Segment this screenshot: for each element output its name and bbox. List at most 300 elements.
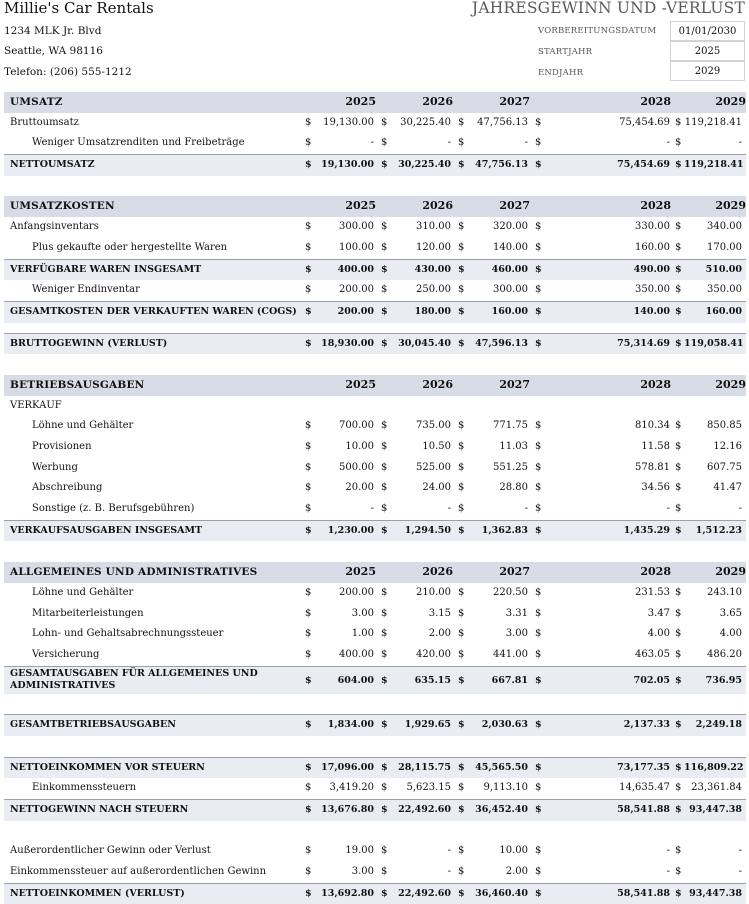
total-row-nettogewinn-nach-steuern <box>4 799 746 821</box>
currency-symbol: $ <box>675 337 682 349</box>
currency-symbol: $ <box>675 263 682 275</box>
cell-value[interactable]: 120.00 <box>416 241 451 253</box>
cell-value[interactable]: 300.00 <box>493 284 528 296</box>
cell-value[interactable]: - <box>447 503 451 515</box>
table-row <box>4 645 746 666</box>
prep-date-field[interactable]: 01/01/2030 <box>670 21 745 41</box>
cell-value[interactable]: 231.53 <box>635 586 670 598</box>
currency-symbol: $ <box>381 524 388 536</box>
table-row <box>4 416 746 437</box>
currency-symbol: $ <box>381 482 388 494</box>
start-year-label: STARTJAHR <box>538 47 593 57</box>
phone-number: Telefon: (206) 555-1212 <box>4 66 132 78</box>
cell-value[interactable]: 9,113.10 <box>483 782 528 794</box>
cell-value[interactable]: 200.00 <box>339 284 374 296</box>
total-row-gesamtkosten-der-verkauften-waren-cogs <box>4 301 746 323</box>
currency-symbol: $ <box>535 305 542 317</box>
cell-value[interactable]: 2.00 <box>505 866 528 878</box>
currency-symbol: $ <box>675 221 682 233</box>
currency-symbol: $ <box>535 782 542 794</box>
cell-value[interactable]: 30,045.40 <box>398 337 451 349</box>
cell-value[interactable]: 12.16 <box>713 441 742 452</box>
cell-value[interactable]: 47,756.13 <box>475 159 528 171</box>
cell-value[interactable]: 500.00 <box>339 461 374 473</box>
cell-value[interactable]: 58,541.88 <box>617 804 670 815</box>
cell-value[interactable]: 735.00 <box>416 420 451 432</box>
currency-symbol: $ <box>675 441 682 452</box>
cell-value[interactable]: 510.00 <box>705 263 742 275</box>
cell-value[interactable]: 36,460.40 <box>475 887 528 899</box>
cell-value[interactable]: 3.00 <box>505 628 528 640</box>
currency-symbol: $ <box>675 719 682 731</box>
row-label: ALLGEMEINES UND ADMINISTRATIVES <box>10 566 258 579</box>
cell-value[interactable]: 3.47 <box>647 607 670 619</box>
row-label: Mitarbeiterleistungen <box>32 607 144 619</box>
currency-symbol: $ <box>675 845 682 857</box>
currency-symbol: $ <box>381 628 388 640</box>
cell-value[interactable]: 30,225.40 <box>400 116 451 128</box>
currency-symbol: $ <box>381 607 388 619</box>
row-label: NETTOGEWINN NACH STEUERN <box>10 804 189 815</box>
cell-value[interactable]: 350.00 <box>635 284 670 296</box>
row-label: VERFÜGBARE WAREN INSGESAMT <box>10 263 202 275</box>
cell-value[interactable]: 460.00 <box>491 263 528 275</box>
currency-symbol: $ <box>675 648 682 660</box>
cell-value[interactable]: 116,809.22 <box>684 761 744 773</box>
cell-value[interactable]: 578.81 <box>635 461 670 473</box>
address-line-2: Seattle, WA 98116 <box>4 45 103 57</box>
start-year-field[interactable]: 2025 <box>670 41 745 61</box>
cell-value[interactable]: 170.00 <box>707 241 742 253</box>
cell-value[interactable]: 4.00 <box>647 628 670 640</box>
currency-symbol: $ <box>458 887 465 899</box>
currency-symbol: $ <box>535 420 542 432</box>
currency-symbol: $ <box>675 782 682 794</box>
currency-symbol: $ <box>675 866 682 878</box>
currency-symbol: $ <box>305 607 312 619</box>
currency-symbol: $ <box>381 845 388 857</box>
currency-symbol: $ <box>535 524 542 536</box>
cell-value[interactable]: - <box>524 137 528 149</box>
cell-value[interactable]: 22,492.60 <box>398 804 451 815</box>
currency-symbol: $ <box>535 866 542 878</box>
cell-value[interactable]: 250.00 <box>416 284 451 296</box>
currency-symbol: $ <box>381 804 388 815</box>
currency-symbol: $ <box>675 761 682 773</box>
cell-value[interactable]: 160.00 <box>491 305 528 317</box>
end-year-field[interactable]: 2029 <box>670 61 745 81</box>
cell-value[interactable]: - <box>738 866 742 878</box>
cell-value[interactable]: 310.00 <box>416 221 451 233</box>
year-header: 2027 <box>499 565 530 579</box>
currency-symbol: $ <box>305 221 312 233</box>
year-header: 2025 <box>345 199 376 213</box>
currency-symbol: $ <box>675 116 682 128</box>
cell-value[interactable]: 2,249.18 <box>695 719 742 731</box>
cell-value[interactable]: 41.47 <box>713 482 742 494</box>
cell-value[interactable]: 10.50 <box>422 441 451 452</box>
year-header: 2026 <box>422 377 453 391</box>
currency-symbol: $ <box>381 441 388 452</box>
row-label: NETTOUMSATZ <box>10 159 95 171</box>
cell-value[interactable]: 320.00 <box>493 221 528 233</box>
row-label: Einkommenssteuern <box>32 782 137 794</box>
cell-value[interactable]: 160.00 <box>705 305 742 317</box>
cell-value[interactable]: 1,929.65 <box>404 719 451 731</box>
currency-symbol: $ <box>381 305 388 317</box>
cell-value[interactable]: 2,137.33 <box>623 719 670 731</box>
cell-value[interactable]: 73,177.35 <box>617 761 670 773</box>
currency-symbol: $ <box>305 648 312 660</box>
cell-value[interactable]: 23,361.84 <box>691 782 742 794</box>
cell-value[interactable]: - <box>447 845 451 857</box>
currency-symbol: $ <box>458 782 465 794</box>
currency-symbol: $ <box>381 137 388 149</box>
row-label: Lohn- und Gehaltsabrechnungssteuer <box>32 628 224 640</box>
currency-symbol: $ <box>675 159 682 171</box>
table-row <box>4 133 746 154</box>
year-header: 2027 <box>499 199 530 213</box>
cell-value[interactable]: 45,565.50 <box>475 761 528 773</box>
table-row <box>4 478 746 499</box>
currency-symbol: $ <box>305 482 312 494</box>
cell-value[interactable]: 3.00 <box>351 866 374 878</box>
cell-value[interactable]: - <box>666 503 670 515</box>
cell-value[interactable]: 4.00 <box>719 628 742 640</box>
cell-value[interactable]: 10.00 <box>345 441 374 452</box>
currency-symbol: $ <box>458 648 465 660</box>
cell-value[interactable]: 93,447.38 <box>689 887 742 899</box>
cell-value[interactable]: 2,030.63 <box>481 719 528 731</box>
cell-value[interactable]: 47,756.13 <box>477 116 528 128</box>
cell-value[interactable]: 667.81 <box>491 674 528 686</box>
cell-value[interactable]: 2.00 <box>428 628 451 640</box>
cell-value[interactable]: 100.00 <box>339 241 374 253</box>
row-label: NETTOEINKOMMEN VOR STEUERN <box>10 761 205 773</box>
currency-symbol: $ <box>535 263 542 275</box>
spacer-row <box>4 736 746 757</box>
cell-value[interactable]: - <box>370 503 374 515</box>
currency-symbol: $ <box>535 628 542 640</box>
cell-value[interactable]: 11.58 <box>641 441 670 452</box>
year-header: 2025 <box>345 565 376 579</box>
row-label: Abschreibung <box>32 482 103 494</box>
currency-symbol: $ <box>675 461 682 473</box>
currency-symbol: $ <box>535 674 542 686</box>
currency-symbol: $ <box>305 804 312 815</box>
cell-value[interactable]: 3.00 <box>351 607 374 619</box>
currency-symbol: $ <box>675 804 682 815</box>
spacer-row <box>4 541 746 562</box>
cell-value[interactable]: 47,596.13 <box>475 337 528 349</box>
spacer-row <box>4 694 746 715</box>
row-label: BETRIEBSAUSGABEN <box>10 378 145 391</box>
spacer-row <box>4 821 746 842</box>
year-header: 2029 <box>715 377 746 391</box>
cell-value[interactable]: 19,130.00 <box>323 116 374 128</box>
currency-symbol: $ <box>381 221 388 233</box>
currency-symbol: $ <box>675 305 682 317</box>
currency-symbol: $ <box>305 284 312 296</box>
cell-value[interactable]: 607.75 <box>707 461 742 473</box>
currency-symbol: $ <box>535 337 542 349</box>
cell-value[interactable]: 1,362.83 <box>481 524 528 536</box>
cell-value[interactable]: 13,692.80 <box>321 887 374 899</box>
cell-value[interactable]: 700.00 <box>339 420 374 432</box>
row-label: Anfangsinventars <box>10 221 99 233</box>
table-row <box>4 458 746 479</box>
currency-symbol: $ <box>535 482 542 494</box>
cell-value[interactable]: 58,541.88 <box>617 887 670 899</box>
row-label: Außerordentlicher Gewinn oder Verlust <box>10 845 211 857</box>
currency-symbol: $ <box>458 221 465 233</box>
cell-value[interactable]: 119,218.41 <box>684 116 742 128</box>
cell-value[interactable]: 1.00 <box>351 628 374 640</box>
cell-value[interactable]: 400.00 <box>339 648 374 660</box>
currency-symbol: $ <box>305 441 312 452</box>
table-row <box>4 604 746 625</box>
currency-symbol: $ <box>305 305 312 317</box>
currency-symbol: $ <box>458 305 465 317</box>
currency-symbol: $ <box>381 866 388 878</box>
cell-value[interactable]: 119,218.41 <box>684 159 744 171</box>
cell-value[interactable]: 490.00 <box>633 263 670 275</box>
cell-value[interactable]: 13,676.80 <box>321 804 374 815</box>
cell-value[interactable]: 1,435.29 <box>623 524 670 536</box>
cell-value[interactable]: 140.00 <box>493 241 528 253</box>
cell-value[interactable]: 463.05 <box>635 648 670 660</box>
cell-value[interactable]: 420.00 <box>416 648 451 660</box>
currency-symbol: $ <box>535 607 542 619</box>
section-header-umsatz <box>4 92 746 113</box>
cell-value[interactable]: 430.00 <box>414 263 451 275</box>
currency-symbol: $ <box>305 782 312 794</box>
currency-symbol: $ <box>381 782 388 794</box>
currency-symbol: $ <box>535 241 542 253</box>
year-header: 2029 <box>715 199 746 213</box>
cell-value[interactable]: - <box>370 137 374 149</box>
cell-value[interactable]: - <box>738 845 742 857</box>
total-row-bruttogewinn-verlust <box>4 333 746 355</box>
currency-symbol: $ <box>305 628 312 640</box>
cell-value[interactable]: 350.00 <box>707 284 742 296</box>
cell-value[interactable]: - <box>738 503 742 515</box>
currency-symbol: $ <box>675 284 682 296</box>
cell-value[interactable]: 3.31 <box>505 607 528 619</box>
document-title: JAHRESGEWINN UND -VERLUST <box>471 0 745 17</box>
cell-value[interactable]: 34.56 <box>641 482 670 494</box>
cell-value[interactable]: 771.75 <box>493 420 528 432</box>
cell-value[interactable]: 22,492.60 <box>398 887 451 899</box>
cell-value[interactable]: 3,419.20 <box>329 782 374 794</box>
cell-value[interactable]: - <box>447 866 451 878</box>
cell-value[interactable]: - <box>666 866 670 878</box>
year-header: 2026 <box>422 95 453 108</box>
cell-value[interactable]: 525.00 <box>416 461 451 473</box>
currency-symbol: $ <box>305 719 312 731</box>
cell-value[interactable]: 340.00 <box>707 221 742 233</box>
cell-value[interactable]: 850.85 <box>707 420 742 432</box>
end-year-label: ENDJAHR <box>538 68 584 78</box>
cell-value[interactable]: - <box>666 137 670 149</box>
cell-value[interactable]: 1,512.23 <box>695 524 742 536</box>
cell-value[interactable]: 5,623.15 <box>406 782 451 794</box>
total-row-nettoumsatz <box>4 154 746 176</box>
currency-symbol: $ <box>535 648 542 660</box>
cell-value[interactable]: 28.80 <box>499 482 528 494</box>
currency-symbol: $ <box>305 524 312 536</box>
currency-symbol: $ <box>305 159 312 171</box>
year-header: 2029 <box>715 565 746 579</box>
income-statement-table <box>4 92 746 904</box>
cell-value[interactable]: 736.95 <box>705 674 742 686</box>
currency-symbol: $ <box>381 719 388 731</box>
cell-value[interactable]: 400.00 <box>337 263 374 275</box>
cell-value[interactable]: 75,454.69 <box>619 116 670 128</box>
currency-symbol: $ <box>305 887 312 899</box>
year-header: 2028 <box>640 565 671 579</box>
currency-symbol: $ <box>675 586 682 598</box>
section-header-umsatzkosten <box>4 196 746 217</box>
currency-symbol: $ <box>675 607 682 619</box>
currency-symbol: $ <box>458 761 465 773</box>
cell-value[interactable]: 140.00 <box>633 305 670 317</box>
cell-value[interactable]: 75,314.69 <box>617 337 670 349</box>
currency-symbol: $ <box>305 116 312 128</box>
row-label: UMSATZKOSTEN <box>10 200 115 213</box>
cell-value[interactable]: 702.05 <box>633 674 670 686</box>
cell-value[interactable]: 200.00 <box>337 305 374 317</box>
cell-value[interactable]: 210.00 <box>416 586 451 598</box>
cell-value[interactable]: 441.00 <box>493 648 528 660</box>
currency-symbol: $ <box>381 461 388 473</box>
cell-value[interactable]: 1,230.00 <box>327 524 374 536</box>
currency-symbol: $ <box>458 420 465 432</box>
cell-value[interactable]: 11.03 <box>499 441 528 452</box>
row-label: Weniger Umsatzrenditen und Freibeträge <box>32 137 245 149</box>
year-header: 2026 <box>422 199 453 213</box>
total-row-gesamtausgaben-fur-allgemeines-und-administratives <box>4 666 746 694</box>
cell-value[interactable]: 1,834.00 <box>327 719 374 731</box>
address-line-1: 1234 MLK Jr. Blvd <box>4 25 102 37</box>
row-label: GESAMTKOSTEN DER VERKAUFTEN WAREN (COGS) <box>10 305 297 317</box>
cell-value[interactable]: 20.00 <box>345 482 374 494</box>
cell-value[interactable]: 14,635.47 <box>619 782 670 794</box>
currency-symbol: $ <box>458 159 465 171</box>
year-header: 2025 <box>345 95 376 108</box>
row-label: VERKAUF <box>10 399 62 411</box>
currency-symbol: $ <box>458 503 465 515</box>
year-header: 2028 <box>640 199 671 213</box>
currency-symbol: $ <box>305 461 312 473</box>
currency-symbol: $ <box>535 719 542 731</box>
cell-value[interactable]: 17,096.00 <box>321 761 374 773</box>
cell-value[interactable]: 330.00 <box>635 221 670 233</box>
currency-symbol: $ <box>458 524 465 536</box>
total-row-gesamtbetriebsausgaben <box>4 714 746 736</box>
row-label: Sonstige (z. B. Berufsgebühren) <box>32 503 195 515</box>
table-row <box>4 583 746 604</box>
cell-value[interactable]: 30,225.40 <box>398 159 451 171</box>
currency-symbol: $ <box>381 586 388 598</box>
cell-value[interactable]: 24.00 <box>422 482 451 494</box>
cell-value[interactable]: 243.10 <box>707 586 742 598</box>
cell-value[interactable]: 486.20 <box>707 648 742 660</box>
row-label: Provisionen <box>32 441 92 452</box>
cell-value[interactable]: 28,115.75 <box>398 761 451 773</box>
cell-value[interactable]: - <box>738 137 742 149</box>
table-row <box>4 841 746 862</box>
cell-value[interactable]: - <box>666 845 670 857</box>
year-header: 2027 <box>499 95 530 108</box>
cell-value[interactable]: - <box>524 503 528 515</box>
cell-value[interactable]: 10.00 <box>499 845 528 857</box>
cell-value[interactable]: 220.50 <box>493 586 528 598</box>
spacer-row <box>4 176 746 197</box>
year-header: 2029 <box>715 95 746 108</box>
table-row <box>4 624 746 645</box>
currency-symbol: $ <box>305 674 312 686</box>
section-header-allgemeines-und-administratives <box>4 562 746 583</box>
cell-value[interactable]: 19.00 <box>345 845 374 857</box>
currency-symbol: $ <box>381 337 388 349</box>
cell-value[interactable]: 3.15 <box>428 607 451 619</box>
total-row-nettoeinkommen-vor-steuern <box>4 757 746 779</box>
currency-symbol: $ <box>535 116 542 128</box>
currency-symbol: $ <box>381 420 388 432</box>
currency-symbol: $ <box>535 887 542 899</box>
cell-value[interactable]: 200.00 <box>339 586 374 598</box>
cell-value[interactable]: - <box>447 137 451 149</box>
table-row <box>4 778 746 799</box>
cell-value[interactable]: 604.00 <box>337 674 374 686</box>
cell-value[interactable]: 551.25 <box>493 461 528 473</box>
row-label: Löhne und Gehälter <box>32 420 134 432</box>
currency-symbol: $ <box>535 159 542 171</box>
cell-value[interactable]: 160.00 <box>635 241 670 253</box>
cell-value[interactable]: 635.15 <box>414 674 451 686</box>
currency-symbol: $ <box>675 887 682 899</box>
cell-value[interactable]: 810.34 <box>635 420 670 432</box>
currency-symbol: $ <box>305 586 312 598</box>
year-header: 2028 <box>640 377 671 391</box>
cell-value[interactable]: 119,058.41 <box>684 337 744 349</box>
cell-value[interactable]: 180.00 <box>414 305 451 317</box>
row-label: UMSATZ <box>10 96 63 108</box>
cell-value[interactable]: 300.00 <box>339 221 374 233</box>
currency-symbol: $ <box>458 804 465 815</box>
currency-symbol: $ <box>675 674 682 686</box>
cell-value[interactable]: 36,452.40 <box>475 804 528 815</box>
currency-symbol: $ <box>305 420 312 432</box>
year-header: 2027 <box>499 377 530 391</box>
currency-symbol: $ <box>535 845 542 857</box>
cell-value[interactable]: 18,930.00 <box>321 337 374 349</box>
currency-symbol: $ <box>381 503 388 515</box>
cell-value[interactable]: 93,447.38 <box>689 804 742 815</box>
currency-symbol: $ <box>458 866 465 878</box>
cell-value[interactable]: 75,454.69 <box>617 159 670 171</box>
cell-value[interactable]: 19,130.00 <box>321 159 374 171</box>
cell-value[interactable]: 1,294.50 <box>404 524 451 536</box>
spacer-row <box>4 323 746 333</box>
row-label: Versicherung <box>32 648 100 660</box>
currency-symbol: $ <box>675 628 682 640</box>
currency-symbol: $ <box>535 503 542 515</box>
cell-value[interactable]: 3.65 <box>719 607 742 619</box>
currency-symbol: $ <box>535 441 542 452</box>
currency-symbol: $ <box>535 461 542 473</box>
